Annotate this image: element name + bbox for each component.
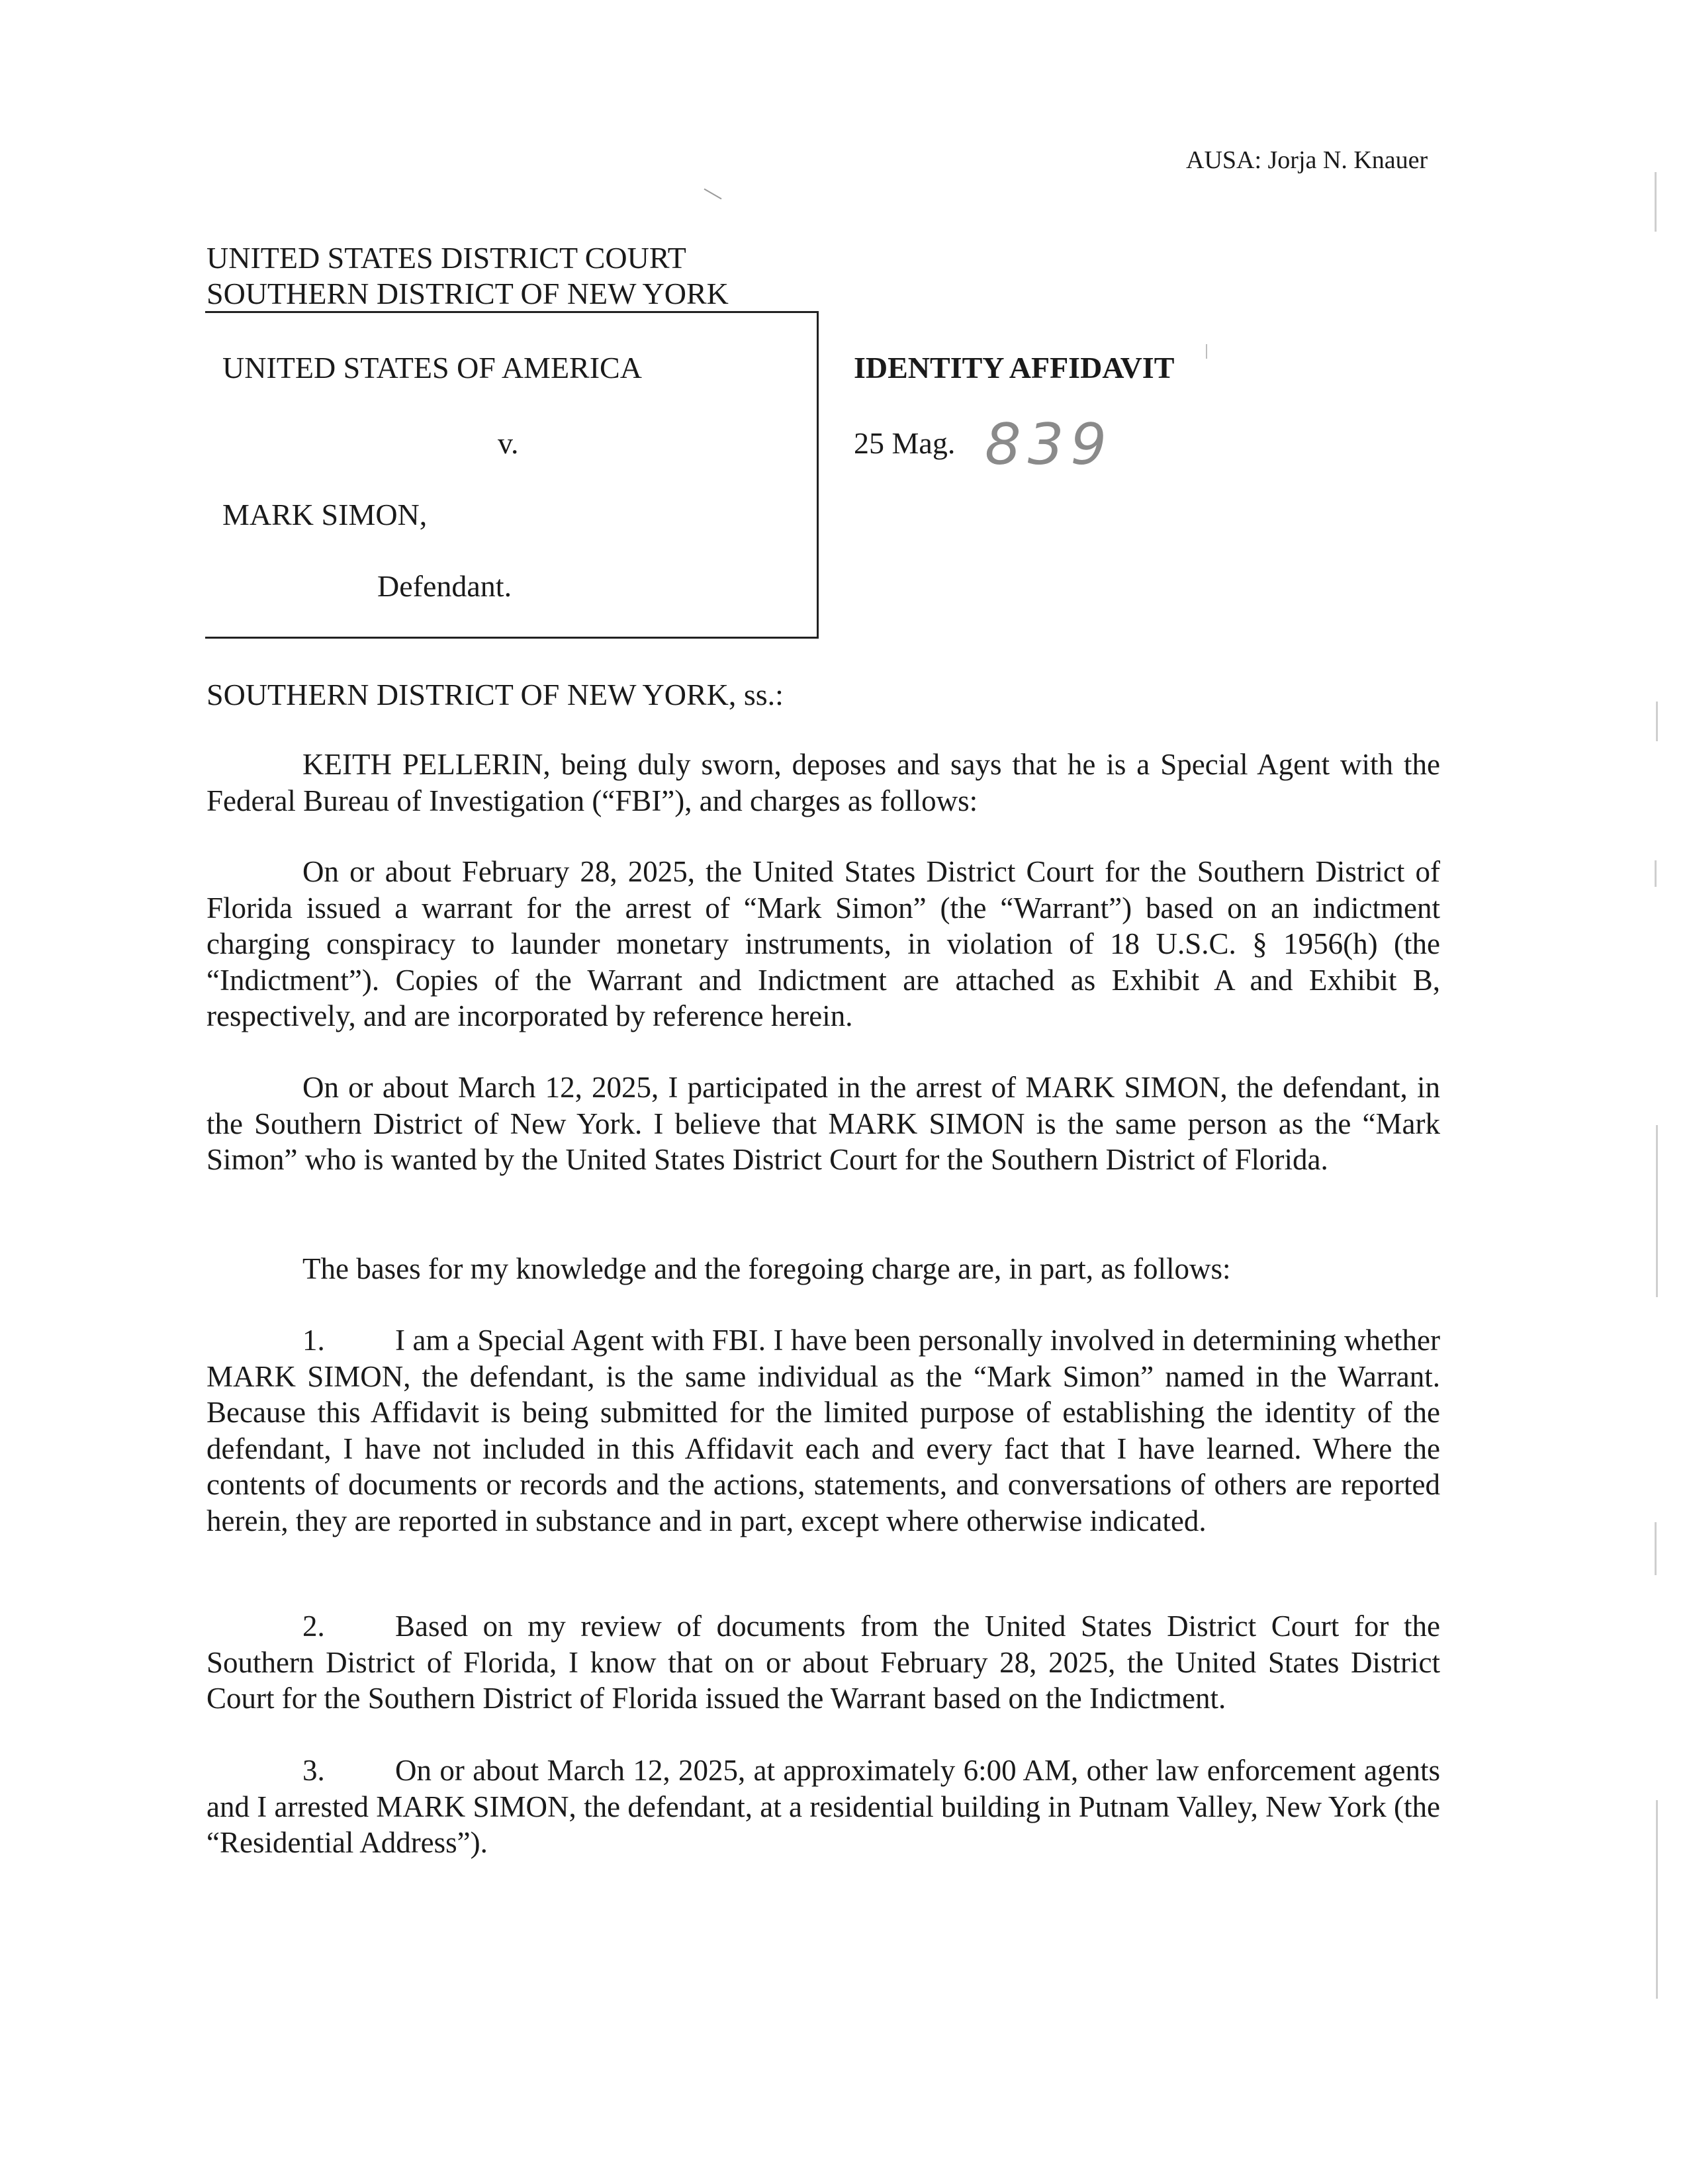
caption-right-rule xyxy=(817,311,819,638)
scan-artifact xyxy=(1656,1125,1658,1297)
paragraph-number: 3. xyxy=(302,1754,325,1787)
numbered-paragraph-2 xyxy=(206,1608,1440,1717)
scan-artifact xyxy=(1655,1522,1657,1575)
caption-bottom-rule xyxy=(205,637,819,639)
defendant-name: MARK SIMON, xyxy=(222,498,428,531)
paragraph-number: 2. xyxy=(302,1610,325,1643)
stray-mark-title xyxy=(1206,344,1207,359)
stray-mark xyxy=(704,189,722,200)
defendant-role: Defendant. xyxy=(377,569,512,603)
scan-artifact xyxy=(1655,860,1657,887)
charge-paragraph-1 xyxy=(206,854,1440,1034)
court-name: UNITED STATES DISTRICT COURT xyxy=(206,241,686,275)
court-district: SOUTHERN DISTRICT OF NEW YORK xyxy=(206,277,729,310)
bases-text: The bases for my knowledge and the foregoing charge are, in part, as follows: xyxy=(302,1252,1231,1285)
paragraph-text: On or about March 12, 2025, at approximately 6:00 AM, other law enforcement agents and I arrested MARK SIMON, the defendant, at a residential building in Putnam Valley, New York (the “Residential Address”). xyxy=(206,1754,1440,1859)
case-number-handwritten: 839 xyxy=(985,412,1114,478)
caption-top-rule xyxy=(205,311,818,313)
versus: v. xyxy=(498,426,519,460)
intro-paragraph xyxy=(206,747,1440,819)
paragraph-text: I am a Special Agent with FBI. I have been personally involved in determining whether MARK SIMON, the defendant, is the same individual as the “Mark Simon” named in the Warrant. Because this Affidavit is being submitted for the limited purpose of establishing the identity of the defendant, I have not included in this Affidavit each and every fact that I have learned. Where the contents of documents or records and the actions, statements, and conversations of others are reported herein, they are reported in substance and in part, except where otherwise indicated. xyxy=(206,1324,1440,1537)
ausa-line: AUSA: Jorja N. Knauer xyxy=(1186,146,1428,174)
case-number-prefix: 25 Mag. xyxy=(854,426,956,460)
paragraph-number: 1. xyxy=(302,1324,325,1357)
scan-artifact xyxy=(1656,702,1658,741)
paragraph-text: Based on my review of documents from the United States District Court for the Southern District of Florida, I know that on or about February 28, 2025, the United States District Court for the Southern District of Florida issued the Warrant based on the Indictment. xyxy=(206,1610,1440,1715)
intro-text: KEITH PELLERIN, being duly sworn, deposes and says that he is a Special Agent with the Federal Bureau of Investigation (“FBI”), and charges as follows: xyxy=(206,748,1440,817)
numbered-paragraph-3 xyxy=(206,1752,1440,1861)
charge1-text: On or about February 28, 2025, the United States District Court for the Southern District of Florida issued a warrant for the arrest of “Mark Simon” (the “Warrant”) based on an indictment charging conspiracy to launder monetary instruments, in violation of 18 U.S.C. § 1956(h) (the “Indictment”). Copies of the Warrant and Indictment are attached as Exhibit A and Exhibit B, respectively, and are incorporated by reference herein. xyxy=(206,855,1440,1032)
bases-paragraph xyxy=(206,1251,1440,1287)
numbered-paragraph-1 xyxy=(206,1322,1440,1539)
plaintiff: UNITED STATES OF AMERICA xyxy=(222,351,642,385)
charge-paragraph-2 xyxy=(206,1069,1440,1178)
venue-line: SOUTHERN DISTRICT OF NEW YORK, ss.: xyxy=(206,678,784,711)
charge2-text: On or about March 12, 2025, I participated in the arrest of MARK SIMON, the defendant, in the Southern District of New York. I believe that MARK SIMON is the same person as the “Mark Simon” who is wanted by the United States District Court for the Southern District of Florida. xyxy=(206,1071,1440,1176)
document-title: IDENTITY AFFIDAVIT xyxy=(854,351,1175,385)
scan-artifact xyxy=(1655,172,1657,232)
scan-artifact xyxy=(1656,1800,1658,1999)
